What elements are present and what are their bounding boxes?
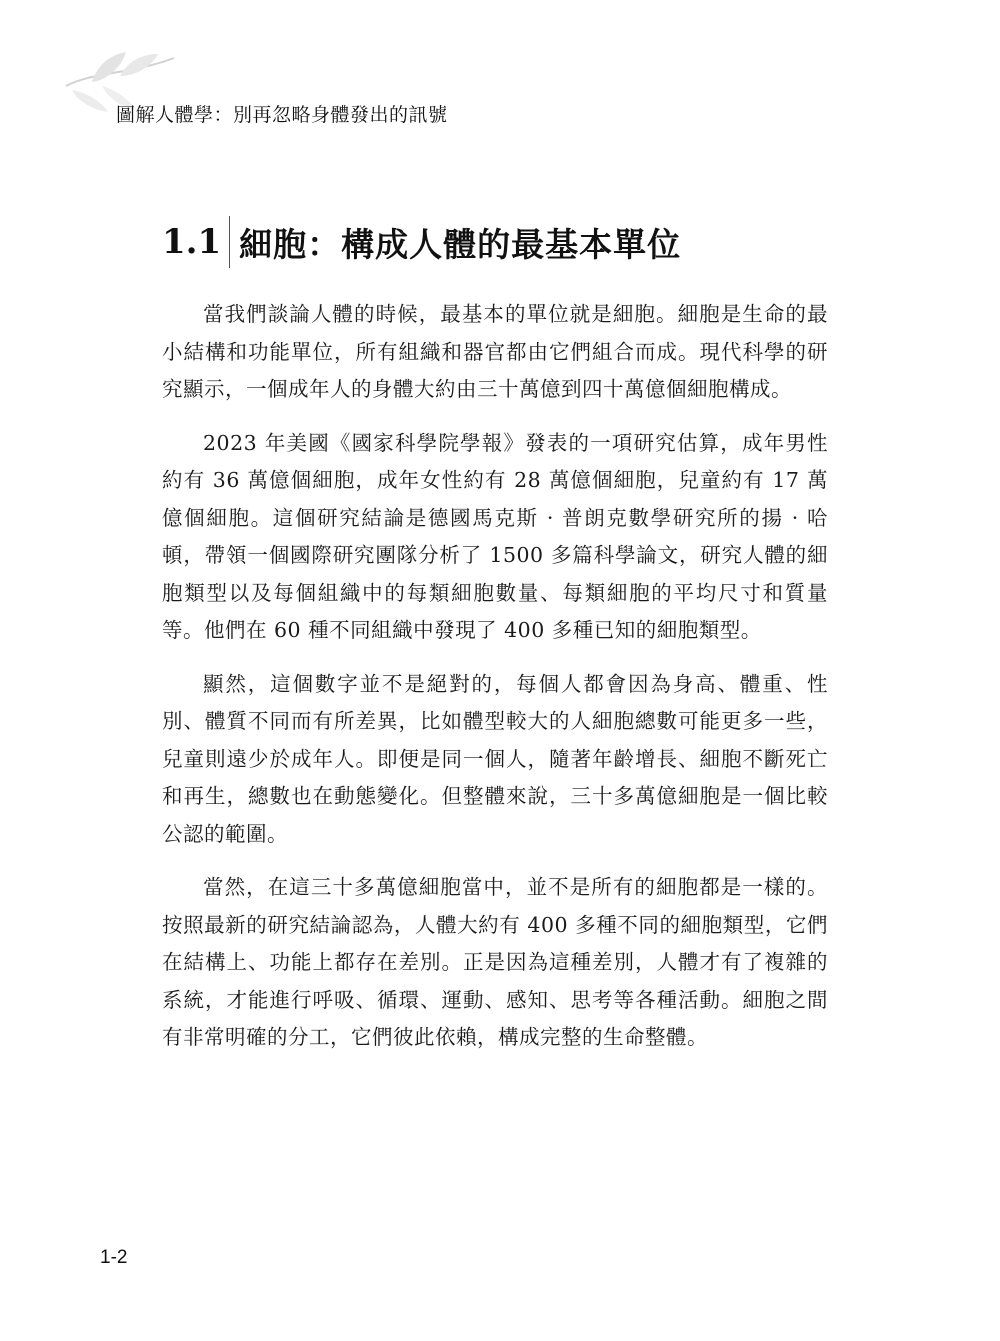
paragraph: 2023 年美國《國家科學院學報》發表的一項研究估算，成年男性約有 36 萬億個細胞，成年女性約有 28 萬億個細胞，兒童約有 17 萬億個細胞。這個研究結論是德國馬克斯 · 普朗克數學研究所的揚 · 哈頓，帶領一個國際研究團隊分析了 1500 多篇科學論文，研究人體的細胞類型以及每個組織中的每類細胞數量、每類細胞的平均尺寸和質量等。他們在 60 種不同組織中發現了 400 多種已知的細胞類型。 (162, 430, 828, 642)
running-header-title: 圖解人體學：別再忽略身體發出的訊號 (116, 104, 448, 126)
body-text (162, 296, 828, 1073)
heading-divider (229, 216, 230, 268)
section-heading (162, 214, 681, 270)
paragraph: 當然，在這三十多萬億細胞當中，並不是所有的細胞都是一樣的。按照最新的研究結論認為，人體大約有 400 多種不同的細胞類型，它們在結構上、功能上都存在差別。正是因為這種差別，人體才有了複雜的系統，才能進行呼吸、循環、運動、感知、思考等各種活動。細胞之間有非常明確的分工，它們彼此依賴，構成完整的生命整體。 (162, 875, 828, 1049)
page-number: 1-2 (100, 1247, 128, 1268)
paragraph: 顯然，這個數字並不是絕對的，每個人都會因為身高、體重、性別、體質不同而有所差異，比如體型較大的人細胞總數可能更多一些，兒童則遠少於成年人。即便是同一個人，隨著年齡增長、細胞不斷死亡和再生，總數也在動態變化。但整體來說，三十多萬億細胞是一個比較公認的範圍。 (162, 671, 828, 846)
section-title: 細胞：構成人體的最基本單位 (239, 224, 682, 264)
section-number: 1.1 (162, 222, 222, 262)
paragraph: 當我們談論人體的時候，最基本的單位就是細胞。細胞是生命的最小結構和功能單位，所有組織和器官都由它們組合而成。現代科學的研究顯示，一個成年人的身體大約由三十萬億到四十萬億個細胞構成。 (162, 302, 828, 401)
